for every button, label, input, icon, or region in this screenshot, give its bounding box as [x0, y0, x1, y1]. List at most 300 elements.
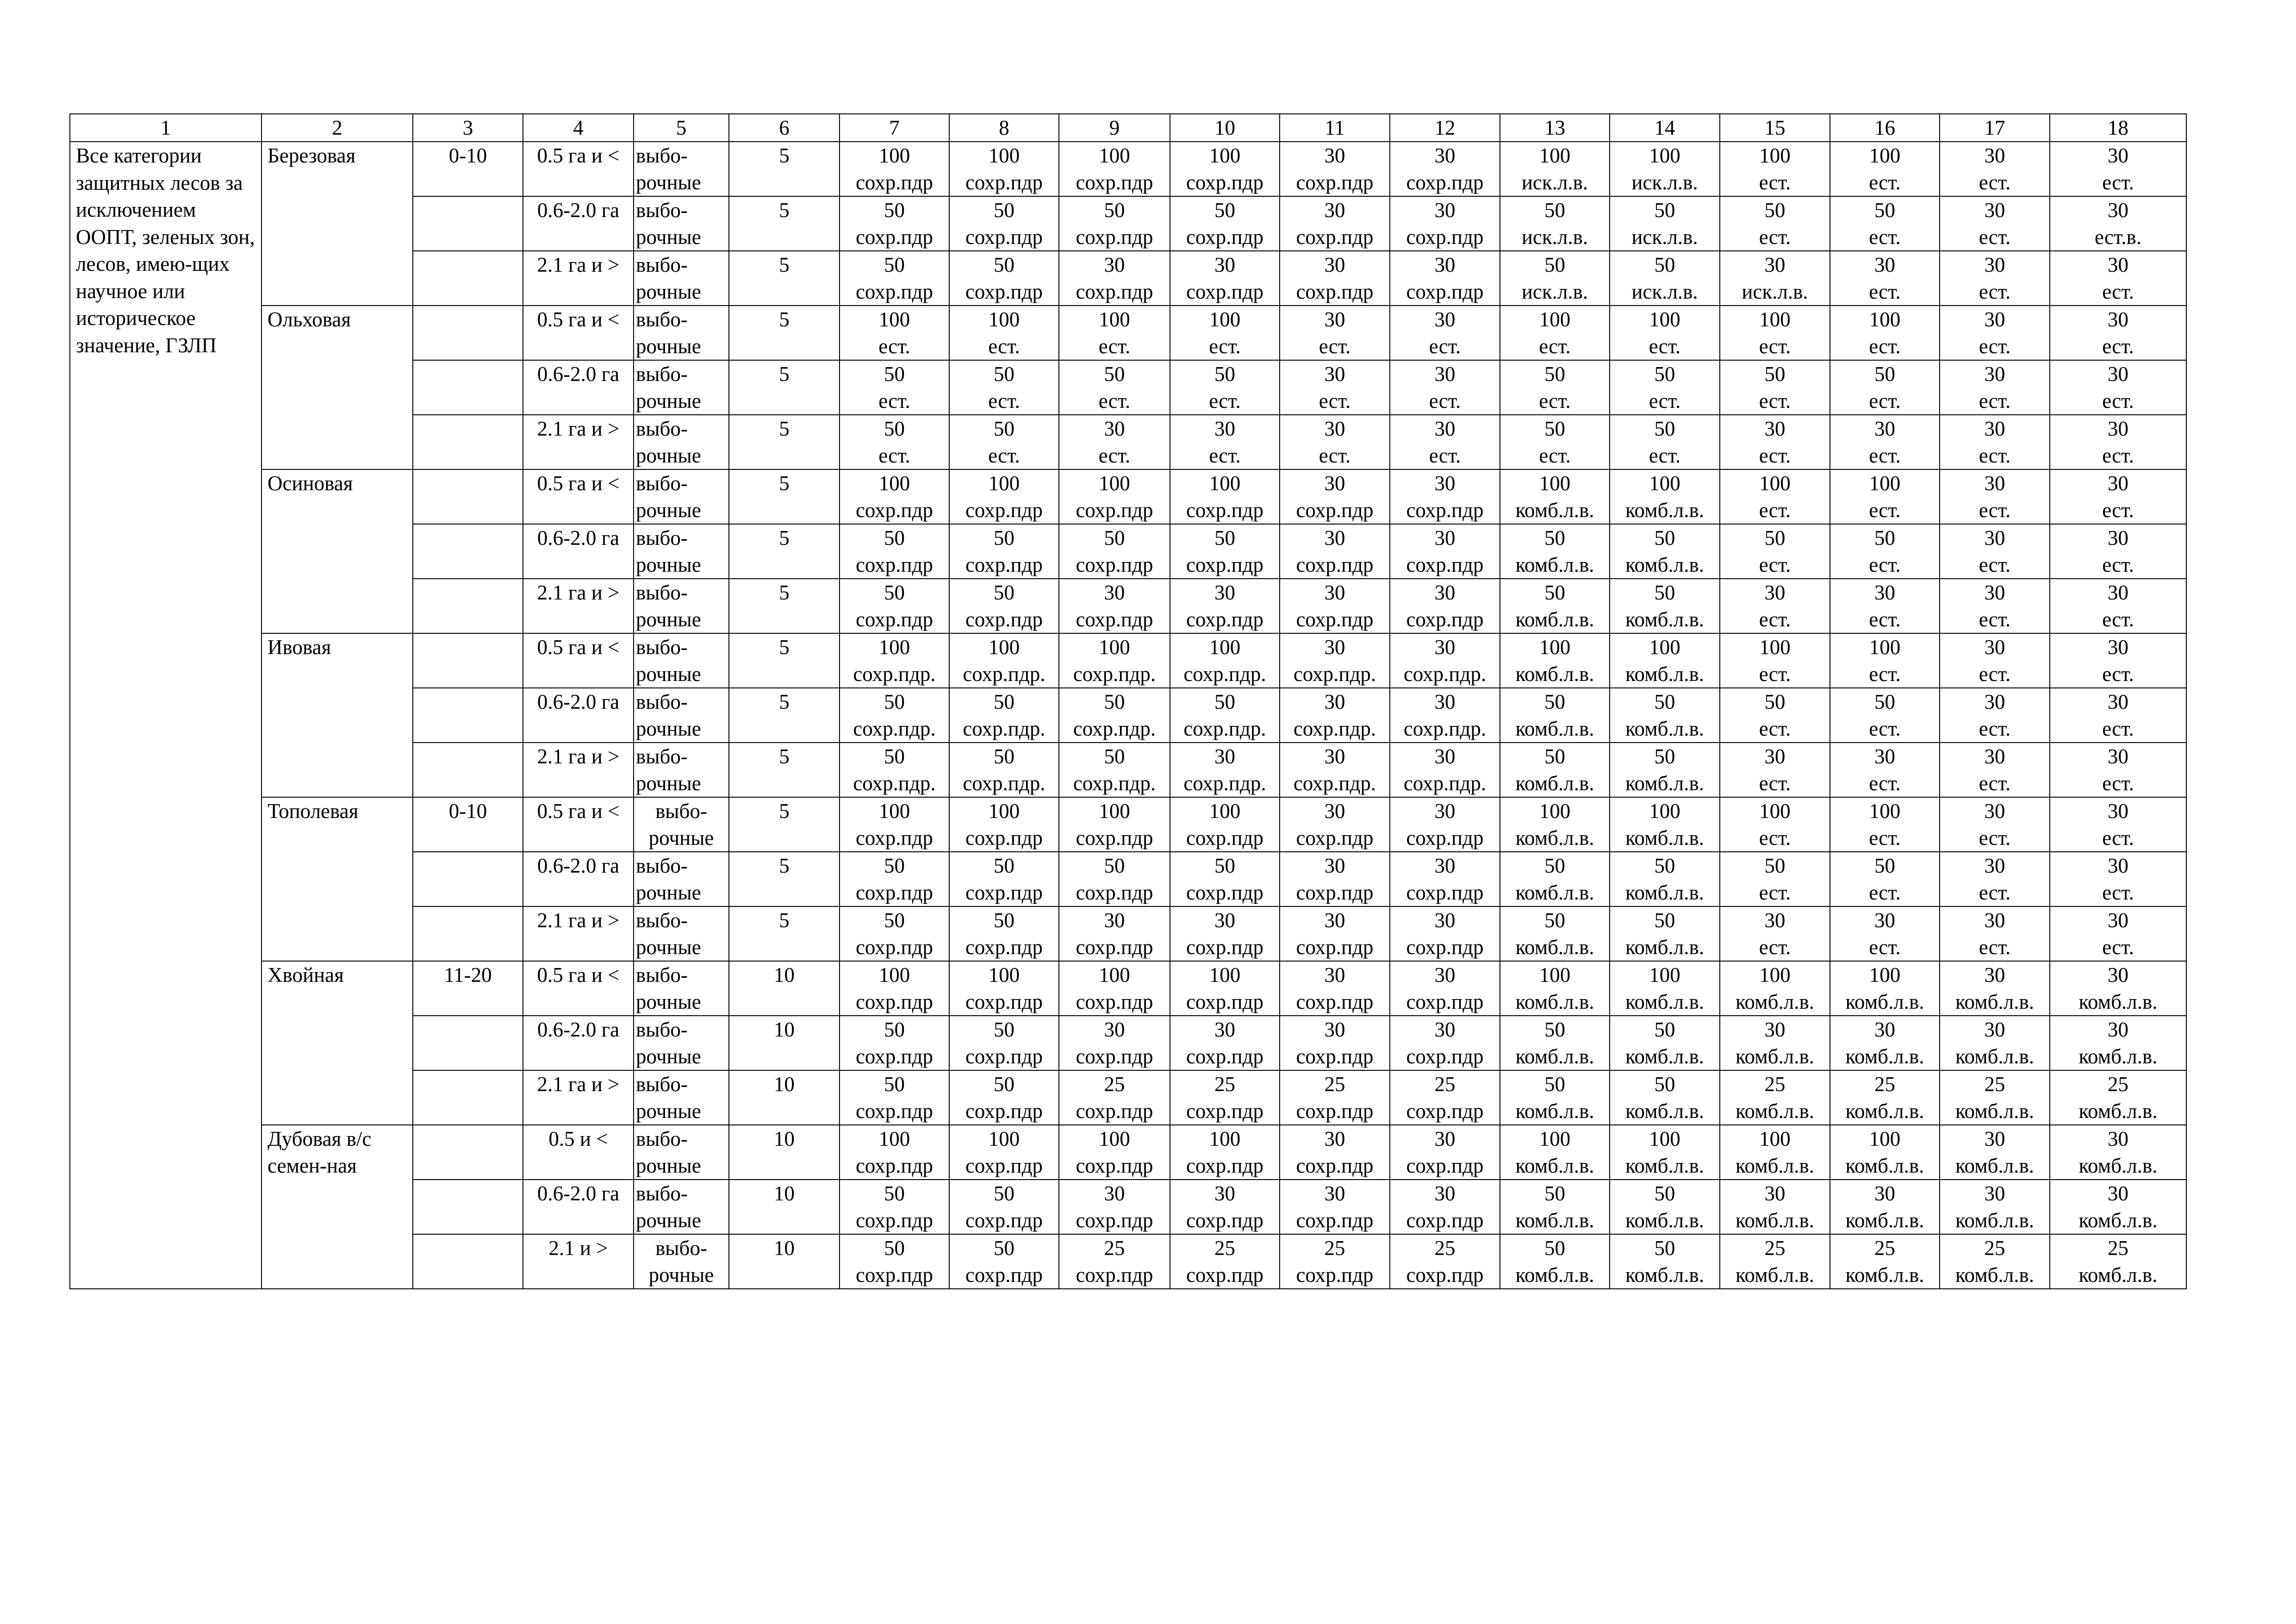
value-method: сохр.пдр: [965, 1209, 1043, 1232]
species-cell: Ольховая: [261, 306, 413, 469]
value-cell: [1830, 306, 1940, 360]
cutting-type-cell: [634, 1234, 729, 1289]
value-cell: [949, 688, 1059, 743]
area-cell: 2.1 га и >: [523, 579, 634, 633]
value-number: 30: [1874, 417, 1895, 440]
value-number: 30: [2108, 308, 2128, 331]
value-cell: [840, 906, 949, 961]
value-method: комб.л.в.: [2078, 1209, 2158, 1232]
value-cell: [1500, 360, 1610, 415]
value-cell: [1059, 142, 1170, 196]
value-method: сохр.пдр: [1406, 280, 1484, 303]
period-cell: 10: [729, 1016, 840, 1070]
value-number: 30: [2108, 963, 2128, 987]
value-method: ест.: [1979, 553, 2011, 576]
value-cell: [1940, 469, 2050, 524]
species-cell: Дубовая в/с семен-ная: [261, 1125, 413, 1289]
value-method: сохр.пдр: [965, 171, 1043, 194]
value-number: 30: [1324, 909, 1345, 932]
value-method: сохр.пдр: [855, 1099, 933, 1123]
cutting-type-line: выбо-: [636, 854, 688, 877]
value-number: 100: [988, 308, 1020, 331]
value-cell: [1610, 1070, 1720, 1125]
value-method: сохр.пдр: [1186, 608, 1264, 631]
value-method: сохр.пдр.: [1073, 772, 1156, 795]
value-number: 50: [994, 854, 1014, 877]
value-number: 50: [1544, 690, 1565, 713]
value-number: 30: [1214, 1182, 1235, 1205]
value-number: 50: [1544, 1182, 1565, 1205]
value-number: 100: [1539, 1127, 1571, 1150]
value-number: 100: [1209, 308, 1241, 331]
value-number: 100: [988, 963, 1020, 987]
value-cell: [1720, 469, 1830, 524]
value-number: 30: [1874, 1182, 1895, 1205]
value-number: 50: [994, 745, 1014, 768]
age-cell: [413, 579, 523, 633]
value-number: 30: [1434, 581, 1456, 604]
value-method: сохр.пдр: [1406, 936, 1484, 959]
value-cell: [1720, 1180, 1830, 1234]
area-cell: 2.1 га и >: [523, 415, 634, 469]
value-method: сохр.пдр: [1076, 225, 1153, 249]
value-number: 30: [2108, 690, 2128, 713]
value-method: сохр.пдр: [855, 1045, 933, 1068]
value-number: 100: [1649, 800, 1680, 823]
period-cell: 5: [729, 797, 840, 852]
value-method: комб.л.в.: [1625, 553, 1705, 576]
area-cell: 0.6-2.0 га: [523, 524, 634, 579]
value-method: комб.л.в.: [1845, 990, 1924, 1013]
value-number: 100: [1869, 800, 1901, 823]
value-number: 50: [1214, 199, 1235, 222]
value-cell: [1940, 1180, 2050, 1234]
value-number: 30: [1984, 745, 2005, 768]
value-cell: [1170, 852, 1280, 906]
value-method: ест.: [1979, 225, 2011, 249]
value-method: сохр.пдр: [1406, 1154, 1484, 1177]
period-cell: 5: [729, 360, 840, 415]
value-number: 50: [1874, 526, 1895, 550]
value-cell: [1610, 306, 1720, 360]
value-cell: [2050, 1125, 2186, 1180]
value-method: ест.: [1429, 335, 1461, 358]
value-cell: [1170, 142, 1280, 196]
value-method: комб.л.в.: [1515, 1045, 1594, 1068]
cutting-type-line: рочные: [636, 1209, 701, 1232]
age-cell: [413, 196, 523, 251]
value-number: 50: [1104, 199, 1125, 222]
value-number: 30: [2108, 199, 2128, 222]
value-number: 30: [1104, 1182, 1125, 1205]
value-number: 100: [1759, 1127, 1791, 1150]
value-cell: [1500, 797, 1610, 852]
value-cell: [2050, 415, 2186, 469]
value-method: комб.л.в.: [1625, 1099, 1705, 1123]
cutting-type-line: выбо-: [655, 1237, 707, 1260]
value-cell: [1940, 852, 2050, 906]
value-number: 50: [1214, 526, 1235, 550]
value-method: ест.: [1759, 717, 1791, 740]
value-cell: [1610, 633, 1720, 688]
area-cell: 0.5 га и <: [523, 961, 634, 1016]
value-cell: [1830, 579, 1940, 633]
value-cell: [2050, 306, 2186, 360]
value-number: 50: [1544, 526, 1565, 550]
value-number: 30: [1434, 308, 1456, 331]
value-number: 100: [1649, 963, 1680, 987]
value-method: ест.: [2102, 717, 2134, 740]
value-cell: [1830, 633, 1940, 688]
value-cell: [1390, 306, 1500, 360]
value-number: 30: [1764, 1182, 1786, 1205]
cutting-type-line: рочные: [636, 444, 701, 467]
value-cell: [2050, 196, 2186, 251]
value-cell: [1500, 961, 1610, 1016]
period-cell: 10: [729, 961, 840, 1016]
value-cell: [1059, 852, 1170, 906]
value-cell: [1280, 743, 1390, 797]
value-cell: [1720, 797, 1830, 852]
value-method: комб.л.в.: [1955, 1209, 2035, 1232]
value-cell: [949, 251, 1059, 306]
value-method: сохр.пдр: [1296, 280, 1374, 303]
value-method: ест.: [1209, 335, 1241, 358]
value-cell: [840, 306, 949, 360]
value-cell: [1390, 1070, 1500, 1125]
value-number: 100: [1869, 1127, 1901, 1150]
value-number: 30: [1874, 1018, 1895, 1041]
value-cell: [1720, 1234, 1830, 1289]
value-cell: [2050, 633, 2186, 688]
value-method: ест.: [878, 389, 910, 412]
value-number: 30: [1434, 1018, 1456, 1041]
cutting-type-cell: [634, 906, 729, 961]
value-number: 50: [1654, 253, 1675, 276]
value-cell: [949, 1234, 1059, 1289]
period-cell: 5: [729, 469, 840, 524]
cutting-type-line: рочные: [636, 225, 701, 249]
value-method: ест.: [1869, 772, 1901, 795]
species-cell: Ивовая: [261, 633, 413, 797]
value-method: сохр.пдр: [1186, 826, 1264, 849]
cutting-type-cell: [634, 1180, 729, 1234]
value-cell: [1390, 633, 1500, 688]
value-number: 50: [1654, 1073, 1675, 1096]
value-number: 30: [1104, 253, 1125, 276]
value-number: 25: [1984, 1073, 2005, 1096]
value-method: комб.л.в.: [1625, 499, 1705, 522]
value-method: сохр.пдр: [1296, 225, 1374, 249]
value-number: 50: [884, 1018, 905, 1041]
value-number: 100: [1759, 636, 1791, 659]
value-method: ест.: [1319, 335, 1351, 358]
value-method: комб.л.в.: [1955, 990, 2035, 1013]
value-number: 30: [1214, 1018, 1235, 1041]
cutting-type-cell: [634, 1070, 729, 1125]
value-cell: [2050, 961, 2186, 1016]
value-cell: [1390, 469, 1500, 524]
value-cell: [1170, 196, 1280, 251]
value-cell: [1940, 1070, 2050, 1125]
value-method: сохр.пдр.: [963, 772, 1045, 795]
value-method: ест.: [878, 335, 910, 358]
column-number: 14: [1610, 114, 1720, 142]
value-method: ест.: [1979, 280, 2011, 303]
value-cell: [1059, 524, 1170, 579]
value-cell: [1170, 1070, 1280, 1125]
value-number: 50: [884, 526, 905, 550]
value-number: 30: [2108, 362, 2128, 386]
value-method: комб.л.в.: [1955, 1154, 2035, 1177]
table-row: [70, 797, 2186, 852]
value-cell: [840, 579, 949, 633]
value-number: 50: [994, 690, 1014, 713]
species-cell: Осиновая: [261, 469, 413, 633]
value-method: сохр.пдр: [965, 499, 1043, 522]
value-method: ест.в.: [2094, 225, 2142, 249]
value-method: комб.л.в.: [1515, 990, 1594, 1013]
value-cell: [1830, 1234, 1940, 1289]
value-number: 30: [2108, 526, 2128, 550]
value-cell: [1390, 579, 1500, 633]
column-number: 2: [261, 114, 413, 142]
value-method: сохр.пдр: [1076, 1099, 1153, 1123]
value-number: 30: [1324, 581, 1345, 604]
column-number: 13: [1500, 114, 1610, 142]
value-cell: [1390, 797, 1500, 852]
value-cell: [1170, 688, 1280, 743]
value-number: 30: [1984, 472, 2005, 495]
value-method: сохр.пдр: [855, 826, 933, 849]
period-cell: 5: [729, 524, 840, 579]
value-method: сохр.пдр: [1406, 1045, 1484, 1068]
value-method: ест.: [1429, 389, 1461, 412]
value-number: 50: [994, 909, 1014, 932]
value-method: ест.: [1759, 499, 1791, 522]
value-number: 30: [1104, 1018, 1125, 1041]
cutting-type-cell: [634, 415, 729, 469]
value-number: 50: [1104, 745, 1125, 768]
value-number: 50: [1544, 909, 1565, 932]
value-method: сохр.пдр: [1406, 225, 1484, 249]
cutting-type-line: выбо-: [636, 745, 688, 768]
value-number: 100: [1649, 636, 1680, 659]
value-number: 30: [1434, 909, 1456, 932]
value-cell: [1940, 797, 2050, 852]
value-cell: [1280, 1234, 1390, 1289]
table-row: [70, 142, 2186, 196]
value-cell: [1390, 1180, 1500, 1234]
value-method: сохр.пдр.: [853, 772, 936, 795]
cutting-type-line: выбо-: [636, 253, 688, 276]
value-cell: [1610, 579, 1720, 633]
value-number: 100: [1869, 308, 1901, 331]
value-method: сохр.пдр: [855, 280, 933, 303]
value-method: сохр.пдр: [855, 990, 933, 1013]
age-cell: [413, 306, 523, 360]
value-cell: [1059, 633, 1170, 688]
age-cell: [413, 415, 523, 469]
value-number: 50: [1654, 690, 1675, 713]
value-method: комб.л.в.: [1955, 1263, 2035, 1287]
value-method: ест.: [1539, 389, 1571, 412]
value-method: комб.л.в.: [1735, 990, 1815, 1013]
value-cell: [1280, 1070, 1390, 1125]
forest-regeneration-table: [69, 113, 2187, 1289]
value-method: ест.: [1979, 936, 2011, 959]
value-number: 50: [994, 1237, 1014, 1260]
age-cell: 11-20: [413, 961, 523, 1016]
value-number: 100: [1649, 1127, 1680, 1150]
age-cell: 0-10: [413, 797, 523, 852]
value-method: иск.л.в.: [1521, 171, 1588, 194]
value-method: комб.л.в.: [1515, 826, 1594, 849]
value-number: 100: [1649, 308, 1680, 331]
value-number: 100: [1869, 144, 1901, 167]
value-cell: [1940, 688, 2050, 743]
value-number: 50: [1654, 909, 1675, 932]
value-cell: [1940, 415, 2050, 469]
value-number: 100: [988, 472, 1020, 495]
period-cell: 5: [729, 852, 840, 906]
value-method: сохр.пдр: [1296, 1099, 1374, 1123]
value-cell: [840, 196, 949, 251]
value-cell: [1610, 251, 1720, 306]
value-method: сохр.пдр: [1296, 936, 1374, 959]
value-cell: [949, 579, 1059, 633]
value-cell: [1720, 1125, 1830, 1180]
value-cell: [1280, 1016, 1390, 1070]
value-cell: [1280, 1125, 1390, 1180]
value-cell: [1280, 142, 1390, 196]
value-method: комб.л.в.: [1735, 1154, 1815, 1177]
value-cell: [1390, 906, 1500, 961]
column-number: 7: [840, 114, 949, 142]
value-method: комб.л.в.: [2078, 1154, 2158, 1177]
value-number: 50: [1654, 745, 1675, 768]
value-cell: [1940, 306, 2050, 360]
value-number: 50: [994, 526, 1014, 550]
value-cell: [1830, 415, 1940, 469]
value-number: 50: [1214, 854, 1235, 877]
value-number: 30: [1874, 745, 1895, 768]
value-number: 50: [884, 1073, 905, 1096]
value-method: сохр.пдр: [965, 826, 1043, 849]
area-cell: 0.5 га и <: [523, 797, 634, 852]
cutting-type-line: выбо-: [636, 362, 688, 386]
value-method: ест.: [1759, 772, 1791, 795]
value-method: сохр.пдр: [1076, 826, 1153, 849]
value-number: 30: [1764, 745, 1786, 768]
value-number: 100: [1539, 308, 1571, 331]
value-cell: [1500, 906, 1610, 961]
value-method: комб.л.в.: [1515, 772, 1594, 795]
value-method: ест.: [2102, 608, 2134, 631]
value-method: ест.: [1869, 280, 1901, 303]
value-number: 100: [1099, 308, 1130, 331]
value-number: 25: [1764, 1073, 1786, 1096]
value-cell: [1830, 688, 1940, 743]
value-method: сохр.пдр: [1186, 1209, 1264, 1232]
value-method: сохр.пдр: [1186, 990, 1264, 1013]
value-cell: [1500, 306, 1610, 360]
value-number: 30: [1324, 690, 1345, 713]
value-cell: [949, 1180, 1059, 1234]
value-number: 30: [1764, 581, 1786, 604]
value-cell: [1170, 906, 1280, 961]
value-cell: [1059, 1234, 1170, 1289]
period-cell: 10: [729, 1070, 840, 1125]
value-cell: [1500, 196, 1610, 251]
value-number: 30: [2108, 909, 2128, 932]
value-method: сохр.пдр.: [1183, 662, 1266, 686]
value-number: 50: [1544, 745, 1565, 768]
value-cell: [1940, 251, 2050, 306]
value-number: 30: [1324, 144, 1345, 167]
value-number: 50: [1654, 199, 1675, 222]
value-number: 25: [1214, 1237, 1235, 1260]
value-number: 100: [1649, 144, 1680, 167]
value-method: ест.: [1759, 553, 1791, 576]
value-number: 100: [1209, 144, 1241, 167]
value-cell: [949, 1016, 1059, 1070]
value-number: 30: [1434, 854, 1456, 877]
value-method: комб.л.в.: [1625, 1263, 1705, 1287]
species-cell: Хвойная: [261, 961, 413, 1125]
value-method: ест.: [1979, 772, 2011, 795]
cutting-type-line: рочные: [636, 1045, 701, 1068]
area-cell: 2.1 га и >: [523, 743, 634, 797]
value-number: 30: [1324, 417, 1345, 440]
cutting-type-line: выбо-: [636, 472, 688, 495]
value-cell: [1170, 633, 1280, 688]
value-cell: [1390, 1016, 1500, 1070]
value-number: 30: [1984, 581, 2005, 604]
value-method: комб.л.в.: [2078, 990, 2158, 1013]
cutting-type-line: рочные: [648, 1263, 714, 1287]
value-cell: [1390, 142, 1500, 196]
value-number: 50: [1654, 1018, 1675, 1041]
value-number: 50: [1654, 362, 1675, 386]
value-number: 30: [1984, 1127, 2005, 1150]
value-method: комб.л.в.: [1515, 936, 1594, 959]
value-method: ест.: [1869, 826, 1901, 849]
value-method: ест.: [1209, 444, 1241, 467]
value-cell: [1830, 797, 1940, 852]
value-cell: [1830, 1180, 1940, 1234]
value-method: сохр.пдр: [965, 1263, 1043, 1287]
value-cell: [1720, 1070, 1830, 1125]
cutting-type-line: выбо-: [655, 800, 707, 823]
value-method: комб.л.в.: [1735, 1209, 1815, 1232]
value-cell: [1500, 688, 1610, 743]
cutting-type-line: выбо-: [636, 1182, 688, 1205]
area-cell: 2.1 га и >: [523, 251, 634, 306]
value-number: 30: [1434, 1127, 1456, 1150]
value-cell: [1940, 142, 2050, 196]
value-method: ест.: [1869, 444, 1901, 467]
value-number: 30: [1434, 144, 1456, 167]
value-method: ест.: [1979, 444, 2011, 467]
value-method: комб.л.в.: [1515, 1099, 1594, 1123]
value-number: 50: [884, 362, 905, 386]
value-number: 25: [1434, 1237, 1456, 1260]
column-number: 8: [949, 114, 1059, 142]
cutting-type-line: выбо-: [636, 199, 688, 222]
value-method: сохр.пдр: [1296, 1263, 1374, 1287]
value-cell: [1610, 906, 1720, 961]
